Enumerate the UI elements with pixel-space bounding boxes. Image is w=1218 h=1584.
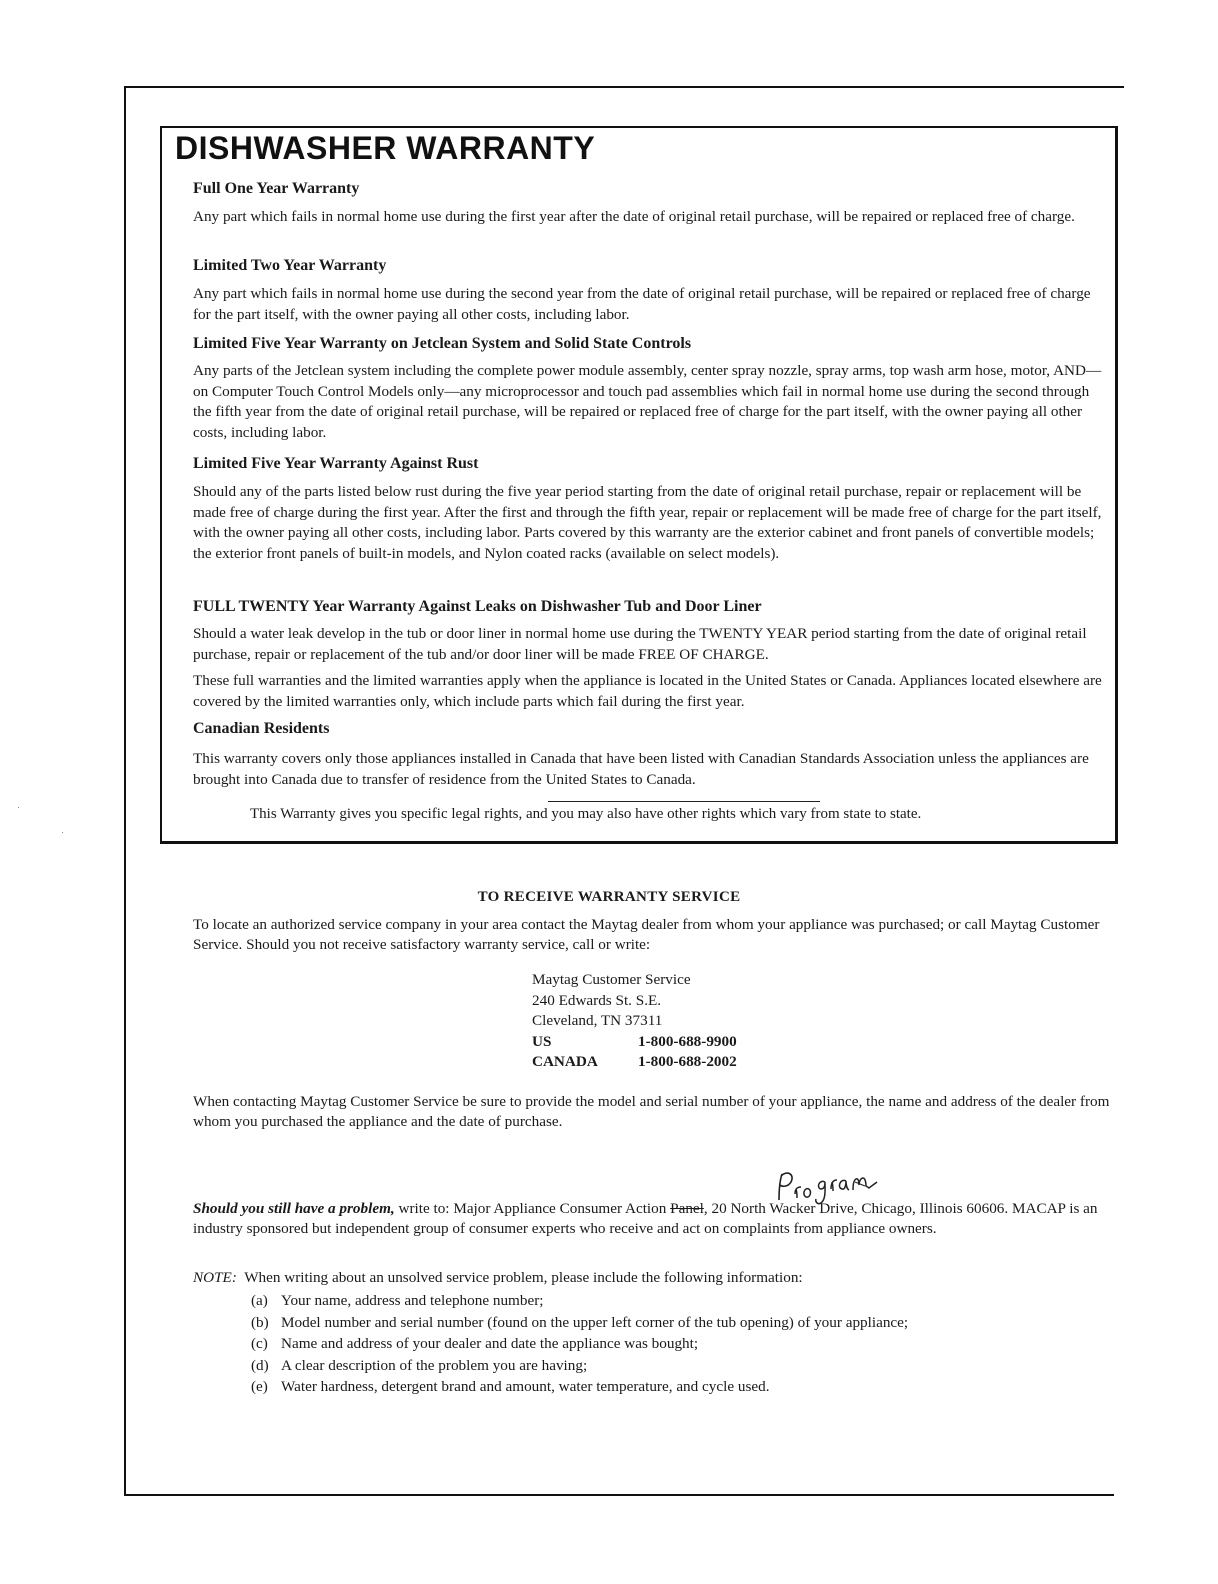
section-text-applicability: These full warranties and the limited warranties apply when the appliance is located in the United States or Canada. Appliances located elsewhere are covered by the limited warranties only, which include parts which fail during the first year. [193,672,1102,710]
section-text-limited-two-year: Any part which fails in normal home use during the second year from the date of original retail purchase, will be repaired or replaced free of charge for the part itself, with the owner paying all other costs, including labor. [193,285,1091,323]
list-marker: (c) [251,1335,268,1352]
list-item [251,1290,908,1312]
section-text-canadian-residents: This warranty covers only those appliances installed in Canada that have been listed with Canadian Standards Association unless the appliances are brought into Canada due to transfer of residence from the United States to Canada. [193,750,1089,788]
list-marker: (a) [251,1292,268,1309]
page-frame-left-rule [124,86,126,1496]
phone-label-us: US [532,1032,552,1050]
note-text: When writing about an unsolved service problem, please include the following information: [244,1269,803,1286]
contact-note: When contacting Maytag Customer Service be sure to provide the model and serial number of your appliance, the name and address of the dealer from whom you purchased the appliance and the date of purchase. [193,1093,1110,1130]
list-item [251,1333,908,1355]
address-street: 240 Edwards St. S.E. [532,991,662,1009]
address-city: Cleveland, TN 37311 [532,1012,663,1029]
section-heading-limited-five-year-jetclean: Limited Five Year Warranty on Jetclean System and Solid State Controls [193,335,692,352]
warranty-title: DISHWASHER WARRANTY [175,130,596,166]
section-text-full-twenty-year: Should a water leak develop in the tub or door liner in normal home use during the TWENTY YEAR period starting from the date of original retail purchase, repair or replacement of the tub and/or door liner will be made FREE OF CHARGE. [193,625,1087,663]
service-intro: To locate an authorized service company in your area contact the Maytag dealer from whom your appliance was purchased; or call Maytag Customer Service. Should you not receive satisfactory warranty service, call or write: [193,916,1100,953]
address-name: Maytag Customer Service [532,971,691,988]
phone-number-us[interactable]: 1-800-688-9900 [638,1032,737,1050]
list-marker: (d) [251,1356,269,1374]
phone-row-us [532,1032,737,1053]
section-heading-full-one-year: Full One Year Warranty [193,180,360,197]
scan-speck [18,807,19,808]
section-heading-full-twenty-year: FULL TWENTY Year Warranty Against Leaks on Dishwasher Tub and Door Liner [193,598,762,615]
section-text-limited-five-year-jetclean: Any parts of the Jetclean system including the complete power module assembly, center spray nozzle, spray arms, top wash arm hose, motor, AND—on Computer Touch Control Models only—any microprocessor and touch pad assemblies which fail in normal home use during the second through the fifth year from the date of original retail purchase, will be repaired or replaced free of charge for the part itself, with the owner paying all other costs, including labor. [193,362,1102,441]
note-line [193,1269,803,1287]
list-item [251,1376,908,1398]
list-item-text: Your name, address and telephone number; [281,1292,544,1309]
list-item [251,1355,908,1377]
phone-number-canada[interactable]: 1-800-688-2002 [638,1053,737,1070]
list-marker: (e) [251,1378,268,1395]
problem-text-a: write to: Major Appliance Consumer Action [394,1200,671,1217]
phone-label-canada: CANADA [532,1053,598,1070]
problem-text-b: , 20 North Wacker Drive, Chicago, Illinois 60606. MACAP is an industry sponsored but independent group of consumer experts who receive and act on complaints from appliance owners. [193,1200,1098,1237]
list-item-text: A clear description of the problem you are having; [281,1356,588,1374]
struck-word: Panel [670,1200,704,1217]
service-address-block [532,970,737,1073]
list-marker: (b) [251,1313,269,1331]
problem-paragraph [193,1199,1098,1239]
problem-lead: Should you still have a problem, [193,1200,395,1217]
page-frame-top-rule [124,86,1124,88]
section-heading-canadian-residents: Canadian Residents [193,720,330,737]
list-item [251,1312,908,1334]
section-text-full-one-year: Any part which fails in normal home use during the first year after the date of original retail purchase, will be repaired or replaced free of charge. [193,208,1075,225]
scan-speck [62,832,63,833]
list-item-text: Name and address of your dealer and date the appliance was bought; [281,1335,699,1352]
list-item-text: Water hardness, detergent brand and amount, water temperature, and cycle used. [281,1378,770,1395]
section-heading-limited-five-year-rust: Limited Five Year Warranty Against Rust [193,455,479,472]
page-frame-bottom-rule [124,1494,1114,1496]
note-label: NOTE: [193,1269,237,1286]
section-text-limited-five-year-rust: Should any of the parts listed below rust during the five year period starting from the date of original retail purchase, repair or replacement will be made free of charge during the first year. After the first and through the fifth year, repair or replacement will be made free of charge for the part itself, with the owner paying all other costs, including labor. Parts covered by this warranty are the exterior cabinet and front panels of convertible models; the exterior front panels of built-in models, and Nylon coated racks (available on select models). [193,483,1102,562]
legal-rights-statement: This Warranty gives you specific legal rights, and you may also have other rights which vary from state to state. [250,806,922,822]
section-heading-limited-two-year: Limited Two Year Warranty [193,257,387,274]
legal-divider [548,801,820,802]
service-heading: TO RECEIVE WARRANTY SERVICE [477,889,741,905]
phone-row-canada [532,1052,737,1073]
info-checklist [251,1290,908,1398]
list-item-text: Model number and serial number (found on the upper left corner of the tub opening) of your appliance; [281,1313,909,1331]
